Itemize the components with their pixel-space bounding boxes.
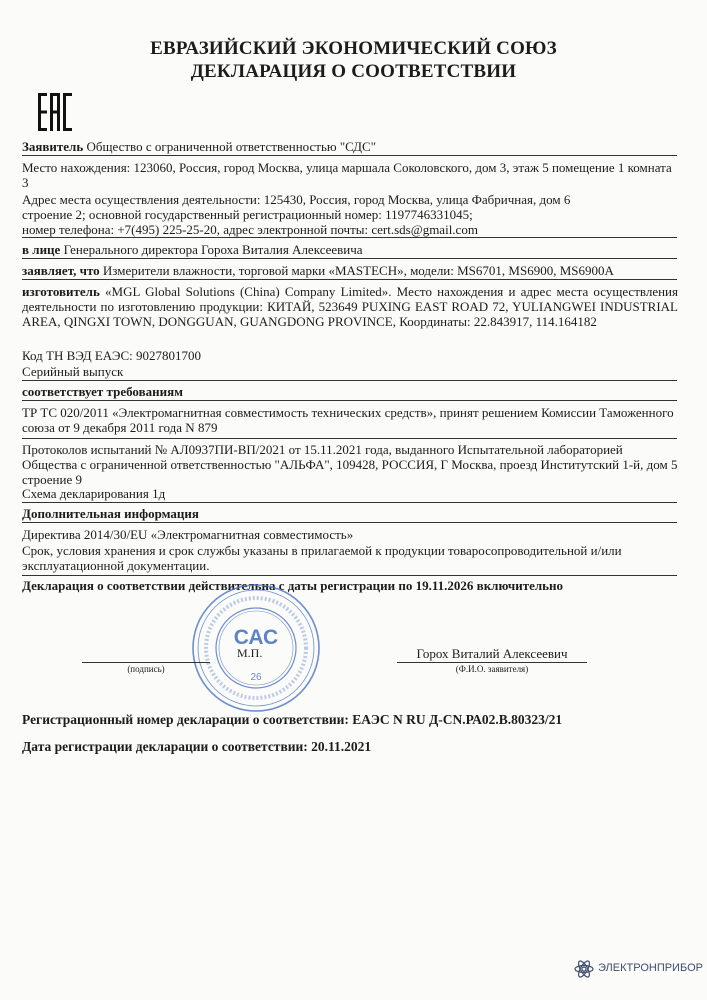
additional-heading: Дополнительная информация <box>22 506 199 521</box>
release-type: Серийный выпуск <box>22 364 124 379</box>
declares-line <box>22 263 678 278</box>
declares-label: заявляет, что <box>22 263 100 278</box>
applicant-location: Место нахождения: 123060, Россия, город Москва, улица маршала Соколовского, дом 3, этаж 5 помещение 1 комната 3 <box>22 160 672 190</box>
product-description: Измерители влажности, торговой марки «MASTECH», модели: MS6701, MS6900, MS6900A <box>99 263 614 278</box>
applicant-line <box>22 139 678 154</box>
divider <box>22 258 677 259</box>
signature-line <box>82 662 210 663</box>
directive-text: Директива 2014/30/EU «Электромагнитная совместимость» <box>22 527 354 542</box>
representative-line <box>22 242 678 257</box>
manufacturer-details: «MGL Global Solutions (China) Company Limited». Место нахождения и адрес места осуществления деятельности по изготовлению продукции: КИТАЙ, 523649 PUXING EAST ROAD 72, YULIANGWEI INDUSTRIAL AREA, QINGXI TOWN, DONGGUAN, GUANGDONG PROVINCE, Координаты: 22.843917, 114.164182 <box>22 284 678 329</box>
stamp-center-text: САС <box>233 626 279 649</box>
validity-statement: Декларация о соответствии действительна с даты регистрации по 19.11.2026 включительно <box>22 578 564 593</box>
divider <box>22 237 677 238</box>
test-protocols: Протоколов испытаний № АЛ0937ПИ-ВП/2021 от 15.11.2021 года, выданного Испытательной лабораторией Общества с ограниченной ответственностью "АЛЬФА", 109428, РОССИЯ, Г Москва, проезд Институтский 1-й, дом 5 строение 9 <box>22 442 678 487</box>
name-line <box>397 662 587 663</box>
divider <box>22 502 677 503</box>
stamp-number: 26 <box>250 672 262 683</box>
declaration-scheme: Схема декларирования 1д <box>22 486 166 501</box>
divider <box>22 522 677 523</box>
document-title-declaration: ДЕКЛАРАЦИЯ О СООТВЕТСТВИИ <box>190 61 517 82</box>
divider <box>22 279 677 280</box>
divider <box>22 400 677 401</box>
divider <box>22 575 677 576</box>
divider <box>22 155 677 156</box>
manufacturer-block <box>22 284 678 329</box>
seal-place-mark: М.П. <box>237 646 263 660</box>
representative-name: Генерального директора Гороха Виталия Алексеевича <box>60 242 363 257</box>
eac-logo-icon <box>38 93 72 131</box>
brand-name: ЭЛЕКТРОНПРИБОР <box>598 962 703 974</box>
tnved-code: Код ТН ВЭД ЕАЭС: 9027801700 <box>22 348 201 363</box>
applicant-label: Заявитель <box>22 139 84 154</box>
applicant-contacts: номер телефона: +7(495) 225-25-20, адрес электронной почты: cert.sds@gmail.com <box>22 222 478 237</box>
registration-number: Регистрационный номер декларации о соответствии: ЕАЭС N RU Д-CN.РА02.В.80323/21 <box>22 712 563 727</box>
divider <box>22 380 677 381</box>
name-caption: (Ф.И.О. заявителя) <box>455 664 529 674</box>
requirements-heading: соответствует требованиям <box>22 384 183 399</box>
applicant-registration-number: строение 2; основной государственный регистрационный номер: 1197746331045; <box>22 207 473 222</box>
registration-date: Дата регистрации декларации о соответствии: 20.11.2021 <box>22 739 372 754</box>
document-title-union: ЕВРАЗИЙСКИЙ ЭКОНОМИЧЕСКИЙ СОЮЗ <box>150 38 557 59</box>
brand-logo-icon <box>574 959 594 979</box>
signatory-name: Горох Виталий Алексеевич <box>416 646 568 661</box>
manufacturer-label: изготовитель <box>22 284 100 299</box>
divider <box>22 438 677 439</box>
applicant-name: Общество с ограниченной ответственностью "СДС" <box>83 139 377 154</box>
signature-caption: (подпись) <box>127 664 165 674</box>
requirements-text: ТР ТС 020/2011 «Электромагнитная совместимость технических средств», принят решением Комиссии Таможенного союза от 9 декабря 2011 года N 879 <box>22 405 674 435</box>
representative-label: в лице <box>22 242 61 257</box>
storage-text: Срок, условия хранения и срок службы указаны в прилагаемой к продукции товаросопроводительной и/или эксплуатационной документации. <box>22 543 622 573</box>
applicant-activity-address: Адрес места осуществления деятельности: 125430, Россия, город Москва, улица Фабричная, дом 6 <box>22 192 571 207</box>
footer-brand <box>574 958 704 980</box>
